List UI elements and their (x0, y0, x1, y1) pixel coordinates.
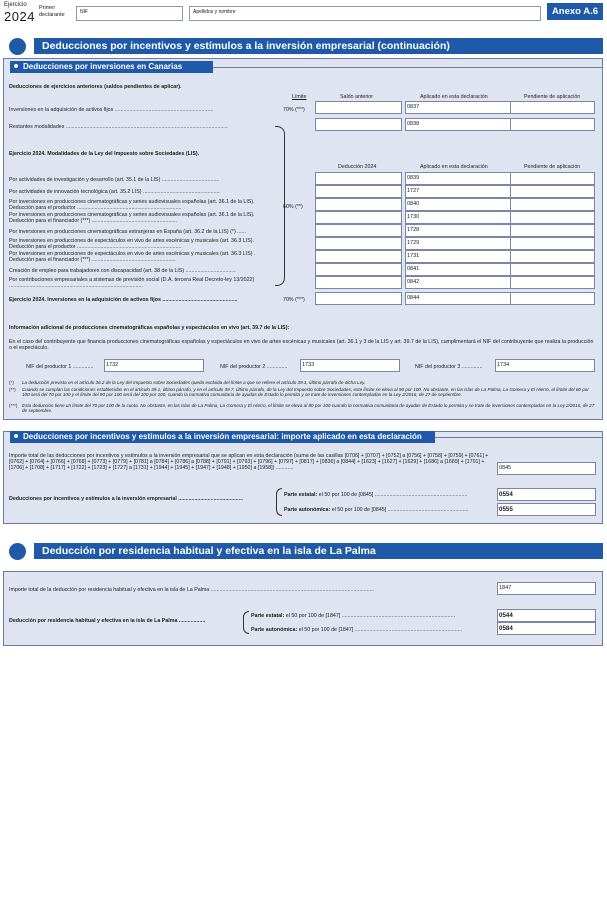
pendiente-input[interactable] (510, 172, 595, 185)
code-input[interactable]: 1729 (405, 237, 512, 250)
deduccion-0844-input[interactable] (315, 292, 402, 305)
code-0837-input[interactable]: 0837 (405, 101, 512, 114)
code-0554-input[interactable]: 0554 (497, 488, 596, 501)
pendiente-input[interactable] (510, 237, 595, 250)
note1: La deducción prevista en el artículo 36.2 de la Ley del Impuesto sobre Sociedades queda excluida del límite a que se refiere el artículo 39.1, último párrafo de dicha Ley. (22, 380, 366, 385)
col-limite: Límite (292, 94, 307, 100)
deduccion-la-palma-label: Deducción por residencia habitual y efectiva en la isla de La Palma .................. (9, 618, 206, 624)
nombre-label: Apellidos y nombre (193, 9, 236, 15)
autonomica-0584-label: Parte autonómica: el 50 por 100 de [1847] ......................................................................... (251, 627, 463, 633)
note2: Cuando se cumplan las condiciones establecidas en el artículo 39.1, último párrafo, y en el artículo 39.7, último párrafo, de la Ley del Impuesto sobre Sociedades, este límite se eleva al 90 por 100. No obstante, en las islas de La Palma, La Gomera y El Hierro, el límite del 60 por 100 será del 70 por 100 y el límite del 90 por 100 será del 100 por 100, cuando la normativa comunitaria de ayudas de Estado lo permita y se trate de inversiones contempladas en la Ley 2/2016, de 27 de septiembre. (22, 387, 589, 398)
brace (276, 488, 282, 516)
col-deduccion: Deducción 2024 (338, 164, 377, 170)
row-activos-label: Inversiones en la adquisición de activos fijos ................................................................... (9, 107, 214, 113)
col-saldo: Saldo anterior (340, 94, 373, 100)
pct-60: 60% (**) (283, 204, 303, 210)
pendiente-0844-input[interactable] (510, 292, 595, 305)
deduccion-input[interactable] (315, 185, 402, 198)
code-input[interactable]: 1727 (405, 185, 512, 198)
code-input[interactable]: 1730 (405, 211, 512, 224)
nif3-label: NIF del productor 3 .............. (415, 364, 483, 370)
divider (213, 67, 602, 68)
pendiente-0837-input[interactable] (510, 101, 595, 114)
info-title: Información adicional de producciones cinematográficas españolas y espectáculos en vivo (art. 39.7 de la LIS): (9, 325, 290, 331)
code-input[interactable]: 1728 (405, 224, 512, 237)
info-text: En el caso del contribuyente que financia producciones cinematográficas españolas y espectáculos en vivo de artes escénicas y musicales (art. 36.1 y 3 de la LIS y art. 39.7 de la LIS), cumplimentará el NIF del contribuyente que realiza la producción o el espectáculo. (9, 339, 594, 352)
anexo-badge: Anexo A.6 (547, 3, 603, 20)
row-activos-pct: 70% (***) (283, 107, 305, 113)
estatal-0554-label: Parte estatal: el 50 por 100 de [0845] ............................................................... (284, 492, 468, 498)
pendiente-input[interactable] (510, 250, 595, 263)
col-pendiente: Pendiente de aplicación (524, 94, 581, 100)
nif2-input[interactable]: 1733 (300, 359, 400, 372)
col-aplicado: Aplicado en esta declaración (420, 94, 488, 100)
code-input[interactable]: 0842 (405, 276, 512, 289)
pendiente-input[interactable] (510, 211, 595, 224)
row-label: Por actividades de innovación tecnológica (art. 35.2 LIS) .................................................... (9, 189, 220, 195)
deduccion-input[interactable] (315, 276, 402, 289)
code-0544-input[interactable]: 0544 (497, 609, 596, 622)
saldo-0837-input[interactable] (315, 101, 402, 114)
deduccion-input[interactable] (315, 237, 402, 250)
row-label: Por contribuciones empresariales a sistemas de previsión social (D.A. tercera Real Decreto-ley 13/2022) ........................................................................................... (9, 277, 255, 290)
nif-field[interactable] (76, 6, 183, 21)
row-label: Por inversiones en producciones cinematográficas y series audiovisuales españolas (art. 36.1 de la LIS). Deducción para el financiador (***) .......................................................... (9, 212, 255, 225)
pendiente-0838-input[interactable] (510, 118, 595, 131)
section-bullet-icon (9, 543, 26, 560)
code-input[interactable]: 1731 (405, 250, 512, 263)
nombre-field[interactable] (189, 6, 541, 21)
code-input[interactable]: 0839 (405, 172, 512, 185)
note1-mark: (*) (9, 380, 14, 385)
ejercicio-title: Ejercicio 2024. Modalidades de la Ley del Impuesto sobre Sociedades (LIS). (9, 151, 200, 157)
note3-mark: (***) (9, 403, 18, 408)
row-label: Por inversiones en producciones de espectáculos en vivo de artes escénicas y musicales (art. 36.3 LIS) . Deducción para el financiador (***) ......................................................... (9, 251, 256, 264)
nif1-input[interactable]: 1732 (104, 359, 204, 372)
col-pendiente2: Pendiente de aplicación (524, 164, 581, 170)
saldo-0838-input[interactable] (315, 118, 402, 131)
primer-declarante-label: Primer declarante (39, 5, 65, 18)
nif3-input[interactable]: 1734 (495, 359, 595, 372)
importe-total-text: Importe total de las deducciones por incentivos y estímulos a la inversión empresarial que se aplican en esta declaración (suma de las casillas [0706] + [0707] + [0752] a [0756] + [0758] + [0759] + [0761] + [0762] + [0764] + [0766] + [0768] + [0773] + [0779] + [0781] a [0784] + [0786] a [0788] + [0791] + [0793] + [0796] + [0797] + [0817] + [0836] a [0844] + [1623] + [1627] + [1629] + [1686] a [1689] + [1701] + [1706] + [1708] + [1717] + [1722] + [1723] + [1727] a [1731] + [1944] + [1945] + [1947] + [1948] + [1950] a [1958]) ............ (9, 453, 489, 472)
row-label: Por inversiones en producciones de espectáculos en vivo de artes escénicas y musicales (art. 36.3 LIS). Deducción para el productor ....................................................................... (9, 238, 254, 251)
section-bullet-icon (9, 38, 26, 55)
autonomica-0555-label: Parte autonómica: el 50 por 100 de [0845] ....................................................... (284, 507, 469, 513)
deduccion-input[interactable] (315, 250, 402, 263)
ejercicio-label: Ejercicio (4, 2, 27, 8)
brace (243, 611, 249, 634)
deducciones-label: Deducciones por incentivos y estímulos a la inversión empresarial ............................................ (9, 496, 244, 502)
importe-1847-label: Importe total de la deducción por residencia habitual y efectiva en la isla de La Palma ............................................................................................................... (9, 587, 375, 593)
subtitle-canarias: Deducciones por inversiones en Canarias (10, 61, 213, 73)
code-0844-input[interactable]: 0844 (405, 292, 512, 305)
section1-title: Deducciones por incentivos y estímulos a la inversión empresarial (continuación) (34, 38, 603, 54)
code-input[interactable]: 0841 (405, 263, 512, 276)
pendiente-input[interactable] (510, 185, 595, 198)
nif-label: NIF (80, 9, 89, 15)
row-label: Creación de empleo para trabajadores con discapacidad (art. 38 de la LIS) .................................. (9, 268, 236, 274)
code-0584-input[interactable]: 0584 (497, 622, 596, 635)
note3: Esta deducción tiene un límite del 70 por 100 de la cuota. No obstante, en las islas de La Palma, La Gomera y El Hierro, el límite se eleva al 80 por 100 cuando la normativa comunitaria de ayudas de Estado lo permita y se trate de inversiones contempladas en la Ley 2/2016, de 27 de septiembre. (22, 403, 595, 414)
section2-title: Deducciones por incentivos y estímulos a la inversión empresarial: importe aplicado en esta declaración (10, 431, 435, 443)
row-2024-pct: 70% (***) (283, 297, 305, 303)
section3-title: Deducción por residencia habitual y efectiva en la isla de La Palma (34, 543, 603, 559)
row-label: Por inversiones en producciones cinematográficas y series audiovisuales españolas (art. 36.1 de la LIS). Deducción para el productor ....................................................................... (9, 199, 255, 212)
bullet-icon (14, 434, 18, 438)
estatal-0544-label: Parte estatal: el 50 por 100 de [1847] ............................................................................. (251, 613, 456, 619)
deduccion-input[interactable] (315, 198, 402, 211)
code-0838-input[interactable]: 0838 (405, 118, 512, 131)
note2-mark: (**) (9, 387, 16, 392)
col-aplicado2: Aplicado en esta declaración (420, 164, 488, 170)
row-label: Por inversiones en producciones cinematográficas extranjeras en España (art. 36.2 de la LIS) (*) ...... (9, 229, 247, 235)
deduccion-input[interactable] (315, 211, 402, 224)
row-2024-activos-label: Ejercicio 2024. Inversiones en la adquisición de activos fijos ................................................... (9, 297, 238, 303)
row-restantes-label: Restantes modalidades .............................................................................................................. (9, 124, 228, 130)
deduccion-input[interactable] (315, 172, 402, 185)
code-input[interactable]: 0840 (405, 198, 512, 211)
anteriores-title: Deducciones de ejercicios anteriores (saldos pendientes de aplicar). (9, 84, 182, 90)
row-label: Por actividades de investigación y desarrollo (art. 35.1 de la LIS) ....................................... (9, 177, 220, 183)
pendiente-input[interactable] (510, 198, 595, 211)
deduccion-input[interactable] (315, 224, 402, 237)
code-0555-input[interactable]: 0555 (497, 503, 596, 516)
code-1847-input[interactable]: 1847 (497, 582, 596, 595)
nif1-label: NIF del productor 1 .............. (26, 364, 94, 370)
code-0845-input[interactable]: 0845 (497, 462, 596, 475)
bullet-icon (14, 64, 18, 68)
pendiente-input[interactable] (510, 276, 595, 289)
pendiente-input[interactable] (510, 224, 595, 237)
nif2-label: NIF del productor 2 .............. (220, 364, 288, 370)
deduccion-input[interactable] (315, 263, 402, 276)
divider (435, 437, 602, 438)
pendiente-input[interactable] (510, 263, 595, 276)
year-label: 2024 (4, 9, 35, 24)
